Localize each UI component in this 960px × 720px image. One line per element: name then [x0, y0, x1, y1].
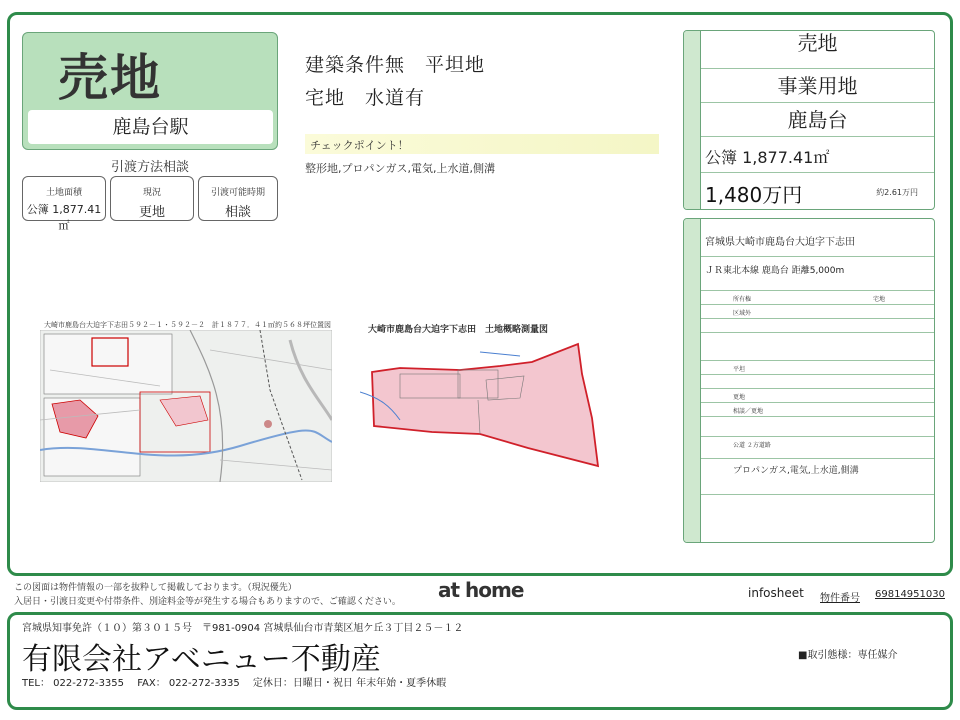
property-type-title: 売地: [58, 49, 162, 107]
land-area-box: [22, 176, 106, 232]
current-status-label: 現況: [142, 188, 161, 198]
spec-table-bottom: [683, 218, 935, 543]
headline-features: 宅地 水道有: [305, 87, 426, 109]
spec-road: 公道 ２方道路: [733, 442, 771, 449]
spec-current: 更地: [733, 394, 746, 401]
spec-row-access: [701, 257, 934, 291]
spec-access: ＪＲ東北本線 鹿島台 距離5,000m: [705, 266, 845, 276]
property-number-label: 物件番号: [820, 593, 860, 604]
current-status-box: [110, 176, 194, 221]
infosheet-label: infosheet: [748, 586, 804, 600]
spec-area: 公簿 1,877.41㎡: [705, 148, 830, 167]
spec-row-misc2: [701, 333, 934, 361]
spec-row-remarks: [701, 495, 934, 543]
property-number: 69814951030: [875, 589, 945, 600]
spec-terrain: 平坦: [733, 366, 746, 373]
transaction-type: ■取引態様：専任媒介: [798, 650, 898, 661]
spec-row-planning: [701, 305, 934, 319]
spec-row-conditions: [701, 375, 934, 389]
survey-map-image: [360, 336, 610, 476]
spec-city-planning: 区域外: [733, 310, 752, 317]
spec-row-address: [701, 219, 934, 257]
spec-land-category: 宅地: [873, 296, 886, 303]
license-address: 宮城県知事免許（１０）第３０１５号 〒981-0904 宮城県仙台市青葉区旭ケ丘３丁目２５－１２: [22, 623, 464, 634]
spec-row-road: [701, 437, 934, 459]
handover-time-box: [198, 176, 278, 221]
spec-rights: 所有権: [733, 296, 752, 303]
spec-row-handover: [701, 403, 934, 417]
contact-info: TEL： 022-272-3355 FAX： 022-272-3335 定休日：日曜日・祝日 年末年始・夏季休暇: [22, 678, 447, 689]
spec-row-place: [701, 103, 934, 137]
disclaimer-line-2: 入居日・引渡日変更や付帯条件、別途料金等が発生する場合もありますので、ご確認ください。: [14, 597, 401, 607]
checkpoint-label: チェックポイント！: [310, 139, 409, 152]
handover-time-value: 相談: [224, 205, 251, 220]
current-status-value: 更地: [138, 205, 165, 220]
spec-price: 1,480万円: [705, 183, 803, 207]
spec-row-misc1: [701, 319, 934, 333]
spec-type-main: 売地: [797, 31, 838, 55]
land-area-label: 土地面積: [45, 188, 82, 198]
spec-row-rights: [701, 291, 934, 305]
survey-map-title: 大崎市鹿島台大迫字下志田 土地概略測量図: [368, 325, 549, 335]
spec-label-column: [684, 31, 701, 209]
spec-row-terrain: [701, 361, 934, 375]
station-name: 鹿島台駅: [28, 110, 273, 144]
spec-row-purpose: [701, 69, 934, 103]
spec-handover: 相談／更地: [733, 408, 764, 415]
spec-address: 宮城県大崎市鹿島台大迫字下志田: [705, 237, 855, 248]
spec-row-current: [701, 389, 934, 403]
spec-facilities: プロパンガス,電気,上水道,側溝: [733, 466, 859, 476]
company-name: 有限会社アベニュー不動産: [22, 642, 381, 677]
spec-bottom-label-column: [684, 219, 701, 542]
spec-row-type: [701, 31, 934, 69]
spec-row-price: [701, 173, 934, 210]
spec-type-sub: 事業用地: [777, 74, 858, 98]
land-area-value: 公簿 1,877.41㎡: [26, 203, 102, 232]
location-map-title: 大崎市鹿島台大迫字下志田５９２－１・５９２－２ 計１８７７．４１㎡約５６８坪位置図: [44, 321, 331, 329]
spec-unit-price: 約2.61万円: [876, 188, 918, 197]
spec-row-building: [701, 417, 934, 437]
handover-method: 引渡方法相談: [110, 160, 189, 175]
headline-conditions: 建築条件無 平坦地: [305, 54, 486, 76]
location-map-image: [40, 330, 332, 482]
spec-row-facilities: [701, 459, 934, 495]
spec-place: 鹿島台: [787, 108, 848, 132]
spec-table-top: [683, 30, 935, 210]
checkpoint-text: 整形地,プロパンガス,電気,上水道,側溝: [305, 162, 495, 175]
spec-row-area: [701, 137, 934, 173]
athome-logo: at home: [438, 578, 524, 602]
handover-time-label: 引渡可能時期: [210, 188, 265, 198]
disclaimer-line-1: この図面は物件情報の一部を抜粋して掲載しております。（現況優先）: [14, 583, 297, 593]
